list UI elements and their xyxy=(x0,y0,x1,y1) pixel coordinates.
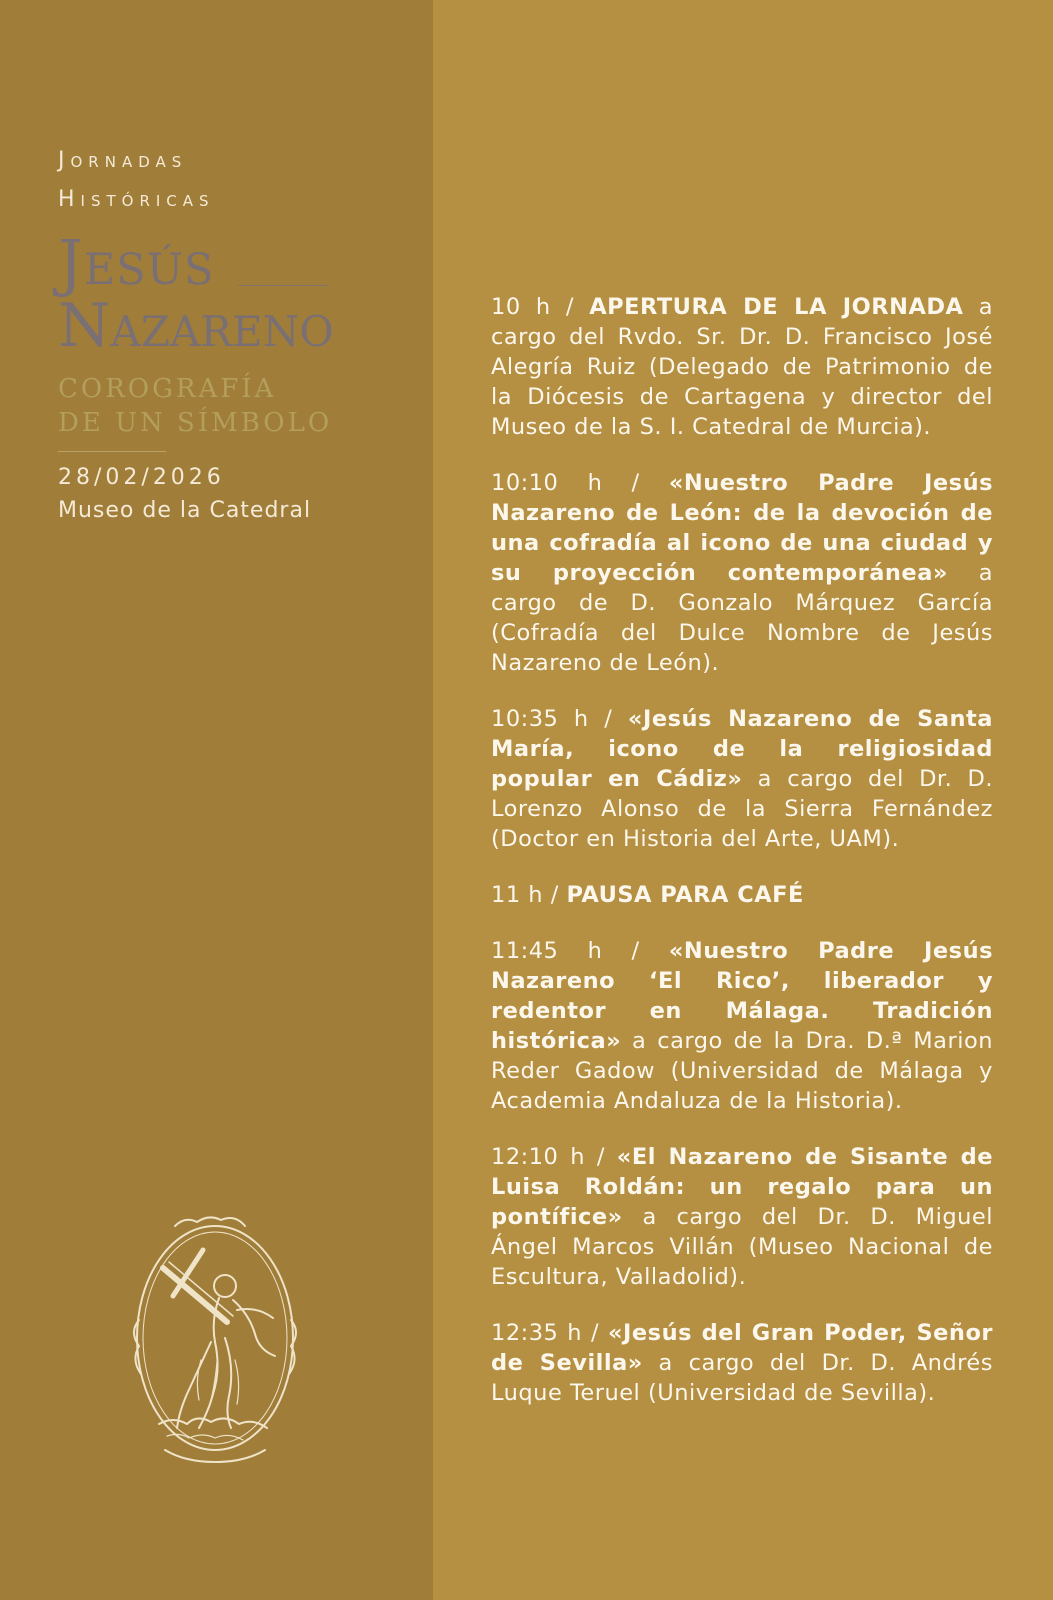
program-separator: / xyxy=(588,706,628,732)
program-details: a cargo del Dr. D. Lorenzo Alonso de la Sierra Fernández (Doctor en Historia del Arte, UAM). xyxy=(491,766,993,852)
program-separator: / xyxy=(582,1320,609,1346)
title-line-1: Jesús xyxy=(58,226,215,299)
program-title: PAUSA PARA CAFÉ xyxy=(566,882,804,908)
program-title: «Jesús del Gran Poder, Señor de Sevilla» xyxy=(491,1320,993,1376)
program-item xyxy=(491,704,993,854)
program-separator: / xyxy=(584,1144,617,1170)
program-list xyxy=(491,292,993,1408)
subtitle-line-1: COROGRAFÍA xyxy=(58,374,277,404)
subtitle-line-2: DE UN SÍMBOLO xyxy=(58,408,333,438)
program-details: a cargo del Rvdo. Sr. Dr. D. Francisco José Alegría Ruiz (Delegado de Patrimonio de la Diócesis de Cartagena y director del Museo de la S. I. Catedral de Murcia). xyxy=(491,294,993,440)
series-line-1: Jornadas xyxy=(58,148,188,173)
program-time: 11 h xyxy=(491,882,544,908)
program-time: 12:35 h xyxy=(491,1320,583,1346)
program-time: 11:45 h xyxy=(491,938,603,964)
program-title: «Nuestro Padre Jesús Nazareno ‘El Rico’, liberador y redentor en Málaga. Tradición histórica» xyxy=(491,938,993,1054)
program-details: a cargo del Dr. D. Andrés Luque Teruel (Universidad de Sevilla). xyxy=(491,1350,993,1406)
title-line-2: Nazareno xyxy=(58,291,334,361)
series-line-2: Históricas xyxy=(58,187,215,212)
event-venue: Museo de la Catedral xyxy=(58,498,312,523)
program-details: a cargo de la Dra. D.ª Marion Reder Gadow (Universidad de Málaga y Academia Andaluza de la Historia). xyxy=(491,1028,993,1114)
program-item xyxy=(491,468,993,678)
title-rule xyxy=(238,285,328,286)
program-time: 10 h xyxy=(491,294,551,320)
program-item xyxy=(491,1142,993,1292)
program-item xyxy=(491,936,993,1116)
left-panel xyxy=(0,0,433,1600)
program-separator: / xyxy=(550,294,590,320)
program-item xyxy=(491,1318,993,1408)
program-time: 12:10 h xyxy=(491,1144,585,1170)
program-separator: / xyxy=(602,938,669,964)
program-separator: / xyxy=(602,470,669,496)
program-item xyxy=(491,880,993,910)
section-divider xyxy=(58,451,166,452)
program-details: a cargo de D. Gonzalo Márquez García (Cofradía del Dulce Nombre de Jesús Nazareno de León). xyxy=(491,560,993,676)
program-time: 10:10 h xyxy=(491,470,603,496)
program-time: 10:35 h xyxy=(491,706,589,732)
program-title: «Jesús Nazareno de Santa María, icono de la religiosidad popular en Cádiz» xyxy=(491,706,993,792)
nazarene-emblem-icon xyxy=(115,1210,315,1465)
program-title: APERTURA DE LA JORNADA xyxy=(589,294,964,320)
program-details: a cargo del Dr. D. Miguel Ángel Marcos Villán (Museo Nacional de Escultura, Valladolid). xyxy=(491,1204,993,1290)
program-separator: / xyxy=(543,882,567,908)
event-date: 28/02/2026 xyxy=(58,465,225,490)
program-title: «Nuestro Padre Jesús Nazareno de León: de la devoción de una cofradía al icono de una ciudad y su proyección contemporánea» xyxy=(491,470,993,586)
program-title: «El Nazareno de Sisante de Luisa Roldán: un regalo para un pontífice» xyxy=(491,1144,993,1230)
program-item xyxy=(491,292,993,442)
